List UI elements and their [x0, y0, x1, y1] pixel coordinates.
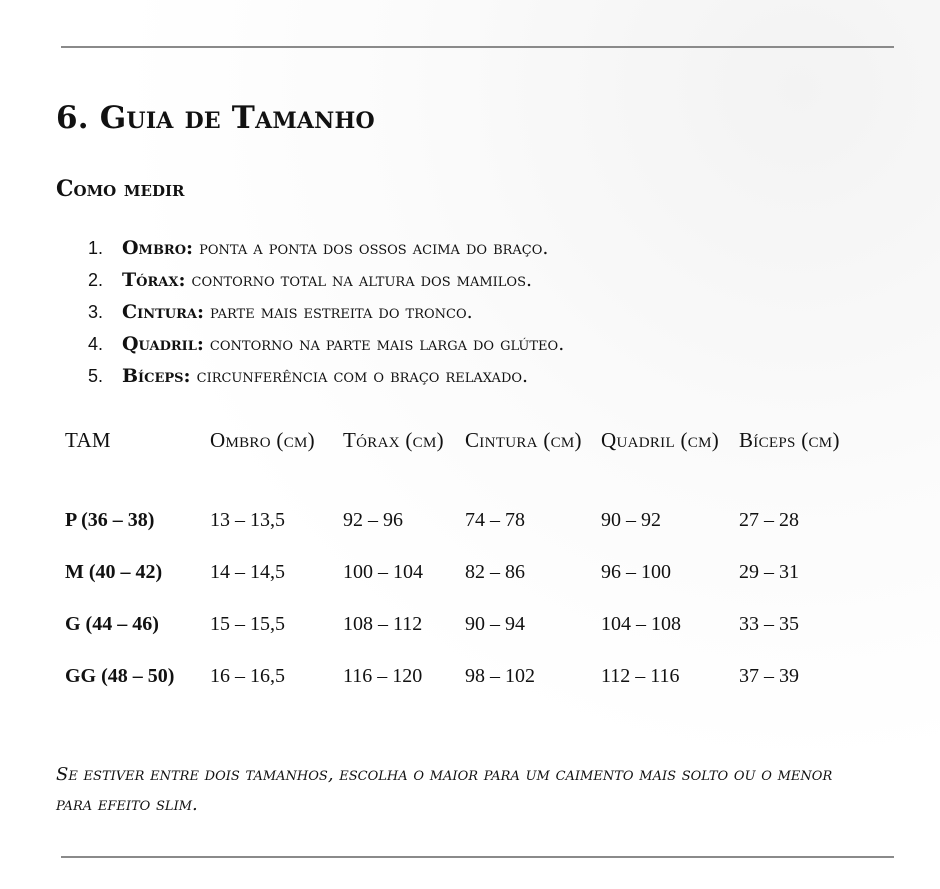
fit-note: Se estiver entre dois tamanhos, escolha o maior para um caimento mais solto ou o menor para efeito slim. [56, 764, 833, 815]
step-term: Tórax: [122, 269, 186, 291]
top-divider [61, 46, 894, 48]
column-header: TAM [65, 428, 111, 452]
page-title: 6. Guia de Tamanho [56, 100, 375, 136]
column-header: Cintura (cm) [465, 428, 582, 452]
column-header: Ombro (cm) [210, 428, 315, 452]
table-header-row [65, 424, 849, 504]
list-item: 4. Quadril: contorno na parte mais larga do glúteo. [88, 333, 565, 355]
step-term: Ombro: [122, 237, 194, 259]
size-label: M (40 – 42) [65, 561, 163, 583]
table-cell: 104 – 108 [601, 613, 681, 635]
table-cell: 98 – 102 [465, 665, 535, 687]
table-cell: 74 – 78 [465, 509, 525, 531]
step-term: Bíceps: [122, 365, 191, 387]
table-cell: 92 – 96 [343, 509, 403, 531]
list-item: 5. Bíceps: circunferência com o braço relaxado. [88, 365, 529, 387]
table-cell: 14 – 14,5 [210, 561, 285, 583]
table-cell: 27 – 28 [739, 509, 799, 531]
table-cell: 82 – 86 [465, 561, 525, 583]
step-text: ponta a ponta dos ossos acima do braço. [193, 237, 549, 259]
size-label: P (36 – 38) [65, 509, 155, 531]
table-cell: 96 – 100 [601, 561, 671, 583]
column-header: Tórax (cm) [343, 428, 444, 452]
list-item: 2. Tórax: contorno total na altura dos mamilos. [88, 269, 533, 291]
size-label: GG (48 – 50) [65, 665, 175, 687]
list-item: 3. Cintura: parte mais estreita do tronco. [88, 301, 473, 323]
step-term: Quadril: [122, 333, 204, 355]
step-text: circunferência com o braço relaxado. [190, 365, 529, 387]
list-item: 1. Ombro: ponta a ponta dos ossos acima do braço. [88, 237, 549, 259]
section-subtitle: Como medir [56, 176, 185, 202]
bottom-divider [61, 856, 894, 858]
table-cell: 108 – 112 [343, 613, 423, 635]
column-header: Bíceps (cm) [739, 428, 840, 452]
table-row [65, 660, 849, 730]
size-label: G (44 – 46) [65, 613, 159, 635]
step-text: contorno total na altura dos mamilos. [185, 269, 533, 291]
table-cell: 90 – 92 [601, 509, 661, 531]
table-cell: 37 – 39 [739, 665, 799, 687]
table-row [65, 504, 849, 556]
size-table [65, 424, 849, 730]
table-cell: 33 – 35 [739, 613, 799, 635]
step-text: contorno na parte mais larga do glúteo. [203, 333, 565, 355]
table-row [65, 608, 849, 660]
column-header: Quadril (cm) [601, 428, 720, 452]
table-cell: 29 – 31 [739, 561, 799, 583]
table-cell: 16 – 16,5 [210, 665, 285, 687]
table-cell: 13 – 13,5 [210, 509, 285, 531]
measure-steps-list [88, 232, 564, 392]
table-cell: 116 – 120 [343, 665, 423, 687]
table-cell: 90 – 94 [465, 613, 525, 635]
table-cell: 15 – 15,5 [210, 613, 285, 635]
table-cell: 112 – 116 [601, 665, 680, 687]
table-cell: 100 – 104 [343, 561, 423, 583]
step-term: Cintura: [122, 301, 205, 323]
table-row [65, 556, 849, 608]
step-text: parte mais estreita do tronco. [204, 301, 473, 323]
